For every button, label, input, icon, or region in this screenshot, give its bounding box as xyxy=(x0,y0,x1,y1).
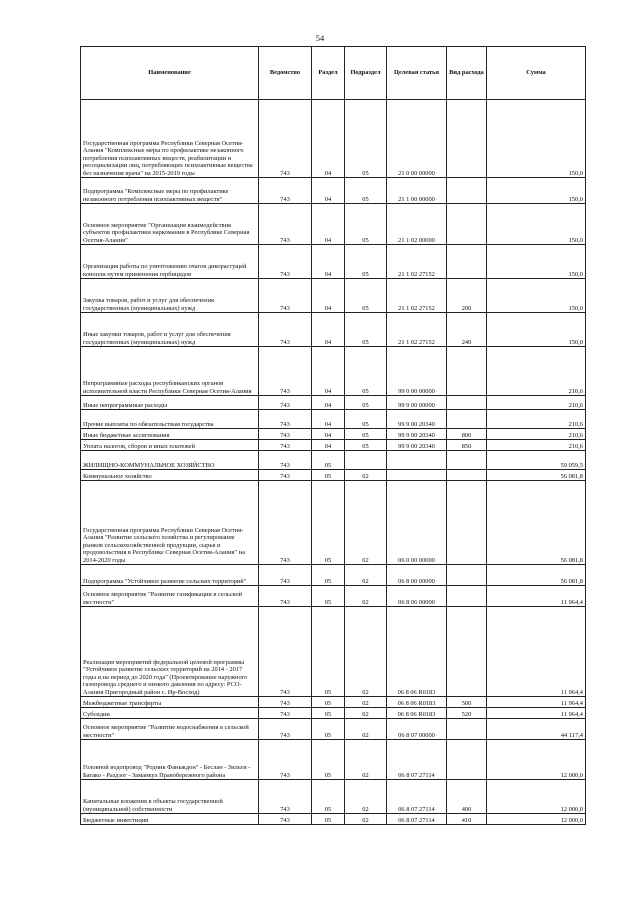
cell-subsection: 02 xyxy=(345,697,387,708)
cell-expense-type xyxy=(447,586,487,607)
cell-amount: 210,6 xyxy=(487,440,586,451)
cell-ministry: 743 xyxy=(259,429,312,440)
cell-name: Подпрограмма "Устойчивое развитие сельских территорий" xyxy=(81,565,259,586)
cell-subsection: 02 xyxy=(345,607,387,697)
cell-name: Непрограммные расходы республиканских органов исполнительной власти Республики Северная Осетия-Алания xyxy=(81,347,259,396)
cell-target: 21 1 02 27152 xyxy=(387,279,447,313)
cell-subsection: 02 xyxy=(345,586,387,607)
cell-target xyxy=(387,470,447,481)
cell-section: 04 xyxy=(312,100,345,178)
table-row xyxy=(81,347,586,396)
table-row xyxy=(81,708,586,719)
cell-name: Прочие выплаты по обязательствам государства xyxy=(81,410,259,429)
cell-target: 06 0 00 00000 xyxy=(387,481,447,565)
cell-expense-type xyxy=(447,719,487,740)
cell-expense-type xyxy=(447,607,487,697)
cell-amount: 150,0 xyxy=(487,100,586,178)
cell-ministry: 743 xyxy=(259,470,312,481)
cell-section: 05 xyxy=(312,697,345,708)
cell-name: Основное мероприятие "Организация взаимодействия субъектов профилактики наркомании в Республике Северная Осетия-Алания" xyxy=(81,204,259,245)
cell-target: 21 1 02 27152 xyxy=(387,245,447,279)
cell-ministry: 743 xyxy=(259,313,312,347)
header-amount: Сумма xyxy=(487,47,586,100)
header-section: Раздел xyxy=(312,47,345,100)
cell-section: 05 xyxy=(312,740,345,780)
cell-expense-type: 500 xyxy=(447,697,487,708)
table-row xyxy=(81,178,586,204)
cell-section: 04 xyxy=(312,440,345,451)
cell-ministry: 743 xyxy=(259,565,312,586)
cell-subsection: 05 xyxy=(345,347,387,396)
cell-target: 06 8 07 00000 xyxy=(387,719,447,740)
table-row xyxy=(81,740,586,780)
cell-expense-type: 200 xyxy=(447,279,487,313)
table-row xyxy=(81,313,586,347)
cell-target: 21 1 02 00000 xyxy=(387,204,447,245)
cell-name: Государственная программа Республики Северная Осетия-Алания "Развитие сельского хозяйства и регулирование рынков сельскохозяйственной продукции, сырья и продовольствия в Республике Северная Осетия-Алания" на 2014-2020 годы xyxy=(81,481,259,565)
table-body xyxy=(81,100,586,825)
cell-amount: 12 000,0 xyxy=(487,740,586,780)
cell-subsection: 05 xyxy=(345,245,387,279)
cell-amount: 11 964,4 xyxy=(487,607,586,697)
table-row xyxy=(81,697,586,708)
cell-section: 04 xyxy=(312,410,345,429)
cell-target: 99 9 00 00000 xyxy=(387,396,447,410)
cell-name: Подпрограмма "Комплексные меры по профилактике незаконного потребления психоактивных веществ" xyxy=(81,178,259,204)
cell-expense-type xyxy=(447,451,487,470)
cell-section: 05 xyxy=(312,814,345,825)
cell-subsection: 05 xyxy=(345,313,387,347)
cell-name: Головной водопровод "Родник Фаныкдон" - Беслан - Зильги - Батако - Раздзог - Заманкул Правобережного района xyxy=(81,740,259,780)
cell-name: Бюджетные инвестиции xyxy=(81,814,259,825)
cell-section: 05 xyxy=(312,607,345,697)
cell-section: 05 xyxy=(312,565,345,586)
cell-name: Иные непрограммные расходы xyxy=(81,396,259,410)
cell-amount: 12 000,0 xyxy=(487,780,586,814)
table-row xyxy=(81,440,586,451)
budget-table xyxy=(80,46,586,825)
cell-section: 04 xyxy=(312,204,345,245)
cell-amount: 150,0 xyxy=(487,245,586,279)
cell-amount: 12 000,0 xyxy=(487,814,586,825)
cell-expense-type xyxy=(447,347,487,396)
cell-amount: 210,6 xyxy=(487,347,586,396)
cell-target: 99 0 00 00000 xyxy=(387,347,447,396)
cell-name: Уплата налогов, сборов и иных платежей xyxy=(81,440,259,451)
cell-name: Субсидии xyxy=(81,708,259,719)
cell-subsection: 02 xyxy=(345,470,387,481)
cell-name: Иные закупки товаров, работ и услуг для обеспечения государственных (муниципальных) нужд xyxy=(81,313,259,347)
cell-section: 05 xyxy=(312,451,345,470)
cell-expense-type: 400 xyxy=(447,780,487,814)
cell-target: 06 8 00 00000 xyxy=(387,565,447,586)
cell-ministry: 743 xyxy=(259,740,312,780)
cell-amount: 150,0 xyxy=(487,178,586,204)
cell-section: 04 xyxy=(312,313,345,347)
cell-name: Организация работы по уничтожению очагов дикорастущей конопли путем применения гербицидов xyxy=(81,245,259,279)
cell-ministry: 743 xyxy=(259,814,312,825)
cell-expense-type: 850 xyxy=(447,440,487,451)
cell-ministry: 743 xyxy=(259,697,312,708)
cell-amount: 44 117,4 xyxy=(487,719,586,740)
cell-subsection: 05 xyxy=(345,100,387,178)
cell-subsection: 05 xyxy=(345,178,387,204)
cell-ministry: 743 xyxy=(259,708,312,719)
cell-name: Основное мероприятие "Развитие газификации в сельской местности" xyxy=(81,586,259,607)
page-number: 54 xyxy=(315,33,325,43)
header-row xyxy=(81,47,586,100)
cell-name: Иные бюджетные ассигнования xyxy=(81,429,259,440)
cell-section: 04 xyxy=(312,429,345,440)
cell-ministry: 743 xyxy=(259,719,312,740)
cell-subsection: 05 xyxy=(345,279,387,313)
header-expense-type: Вид расхода xyxy=(447,47,487,100)
cell-subsection: 05 xyxy=(345,440,387,451)
cell-ministry: 743 xyxy=(259,245,312,279)
cell-ministry: 743 xyxy=(259,780,312,814)
header-name: Наименование xyxy=(81,47,259,100)
cell-amount: 56 081,8 xyxy=(487,481,586,565)
table-row xyxy=(81,396,586,410)
cell-expense-type: 240 xyxy=(447,313,487,347)
table-row xyxy=(81,780,586,814)
cell-target: 21 1 02 27152 xyxy=(387,313,447,347)
cell-target: 06 8 07 27114 xyxy=(387,780,447,814)
cell-expense-type xyxy=(447,740,487,780)
cell-section: 05 xyxy=(312,708,345,719)
cell-name: ЖИЛИЩНО-КОММУНАЛЬНОЕ ХОЗЯЙСТВО xyxy=(81,451,259,470)
header-subsection: Подраздел xyxy=(345,47,387,100)
cell-name: Реализация мероприятий федеральной целевой программы "Устойчивое развитие сельских территорий на 2014 - 2017 годы и на период до 2020 года" (Проектирование наружного газопровода среднего и низкого давления по адресу: РСО-Алания Пригородный район с. Ир-Восход) xyxy=(81,607,259,697)
cell-expense-type xyxy=(447,396,487,410)
cell-subsection xyxy=(345,451,387,470)
cell-ministry: 743 xyxy=(259,440,312,451)
table-row xyxy=(81,279,586,313)
cell-target: 06 8 06 R0183 xyxy=(387,697,447,708)
cell-section: 04 xyxy=(312,396,345,410)
cell-expense-type xyxy=(447,204,487,245)
cell-expense-type xyxy=(447,565,487,586)
cell-section: 05 xyxy=(312,719,345,740)
cell-section: 04 xyxy=(312,178,345,204)
table-row xyxy=(81,586,586,607)
cell-expense-type xyxy=(447,245,487,279)
cell-expense-type: 800 xyxy=(447,429,487,440)
table-row xyxy=(81,481,586,565)
cell-target: 06 8 06 00000 xyxy=(387,586,447,607)
cell-expense-type xyxy=(447,178,487,204)
table-row xyxy=(81,451,586,470)
cell-section: 04 xyxy=(312,347,345,396)
cell-section: 05 xyxy=(312,470,345,481)
cell-ministry: 743 xyxy=(259,451,312,470)
table-row xyxy=(81,719,586,740)
cell-amount: 11 964,4 xyxy=(487,586,586,607)
cell-ministry: 743 xyxy=(259,481,312,565)
cell-amount: 210,6 xyxy=(487,410,586,429)
table-row xyxy=(81,565,586,586)
cell-subsection: 02 xyxy=(345,708,387,719)
cell-subsection: 05 xyxy=(345,204,387,245)
cell-amount: 11 964,4 xyxy=(487,697,586,708)
cell-section: 05 xyxy=(312,481,345,565)
cell-amount: 210,6 xyxy=(487,396,586,410)
cell-subsection: 02 xyxy=(345,481,387,565)
cell-amount: 59 059,5 xyxy=(487,451,586,470)
cell-target: 06 8 07 27114 xyxy=(387,814,447,825)
table-row xyxy=(81,814,586,825)
cell-amount: 56 081,8 xyxy=(487,565,586,586)
cell-ministry: 743 xyxy=(259,607,312,697)
cell-expense-type xyxy=(447,410,487,429)
table-row xyxy=(81,100,586,178)
cell-name: Закупка товаров, работ и услуг для обеспечения государственных (муниципальных) нужд xyxy=(81,279,259,313)
cell-target: 21 0 00 00000 xyxy=(387,100,447,178)
cell-subsection: 05 xyxy=(345,429,387,440)
cell-ministry: 743 xyxy=(259,100,312,178)
cell-section: 04 xyxy=(312,245,345,279)
cell-target xyxy=(387,451,447,470)
table-row xyxy=(81,429,586,440)
cell-name: Капитальные вложения в объекты государственной (муниципальной) собственности xyxy=(81,780,259,814)
cell-expense-type: 410 xyxy=(447,814,487,825)
table-row xyxy=(81,204,586,245)
cell-target: 06 8 07 27114 xyxy=(387,740,447,780)
cell-expense-type xyxy=(447,470,487,481)
cell-name: Межбюджетные трансферты xyxy=(81,697,259,708)
cell-name: Коммунальное хозяйство xyxy=(81,470,259,481)
cell-ministry: 743 xyxy=(259,279,312,313)
cell-amount: 56 081,8 xyxy=(487,470,586,481)
cell-subsection: 02 xyxy=(345,740,387,780)
cell-target: 06 8 06 R0183 xyxy=(387,607,447,697)
cell-name: Государственная программа Республики Северная Осетия-Алания "Комплексные меры по профилактике незаконного потребления психоактивных веществ, реабилитации и ресоциализации лиц, потребляющих психоактивные вещества без назначения врача" на 2015-2019 годы xyxy=(81,100,259,178)
cell-section: 04 xyxy=(312,279,345,313)
table-row xyxy=(81,410,586,429)
cell-subsection: 02 xyxy=(345,780,387,814)
cell-target: 21 1 00 00000 xyxy=(387,178,447,204)
cell-expense-type xyxy=(447,100,487,178)
table-row xyxy=(81,245,586,279)
cell-expense-type xyxy=(447,481,487,565)
cell-target: 06 8 06 R0183 xyxy=(387,708,447,719)
cell-amount: 150,0 xyxy=(487,204,586,245)
cell-ministry: 743 xyxy=(259,347,312,396)
cell-ministry: 743 xyxy=(259,396,312,410)
cell-target: 99 9 00 20340 xyxy=(387,429,447,440)
cell-subsection: 02 xyxy=(345,719,387,740)
cell-subsection: 02 xyxy=(345,814,387,825)
cell-subsection: 05 xyxy=(345,396,387,410)
cell-amount: 150,0 xyxy=(487,279,586,313)
header-target: Целевая статья xyxy=(387,47,447,100)
cell-amount: 11 964,4 xyxy=(487,708,586,719)
cell-ministry: 743 xyxy=(259,204,312,245)
cell-ministry: 743 xyxy=(259,178,312,204)
cell-subsection: 02 xyxy=(345,565,387,586)
cell-amount: 150,0 xyxy=(487,313,586,347)
cell-ministry: 743 xyxy=(259,410,312,429)
cell-amount: 210,6 xyxy=(487,429,586,440)
cell-target: 99 9 00 20340 xyxy=(387,440,447,451)
table-row xyxy=(81,470,586,481)
table-row xyxy=(81,607,586,697)
header-ministry: Ведомство xyxy=(259,47,312,100)
cell-target: 99 9 00 20340 xyxy=(387,410,447,429)
cell-name: Основное мероприятие "Развитие водоснабжения в сельской местности" xyxy=(81,719,259,740)
cell-subsection: 05 xyxy=(345,410,387,429)
cell-expense-type: 520 xyxy=(447,708,487,719)
cell-section: 05 xyxy=(312,780,345,814)
cell-section: 05 xyxy=(312,586,345,607)
cell-ministry: 743 xyxy=(259,586,312,607)
